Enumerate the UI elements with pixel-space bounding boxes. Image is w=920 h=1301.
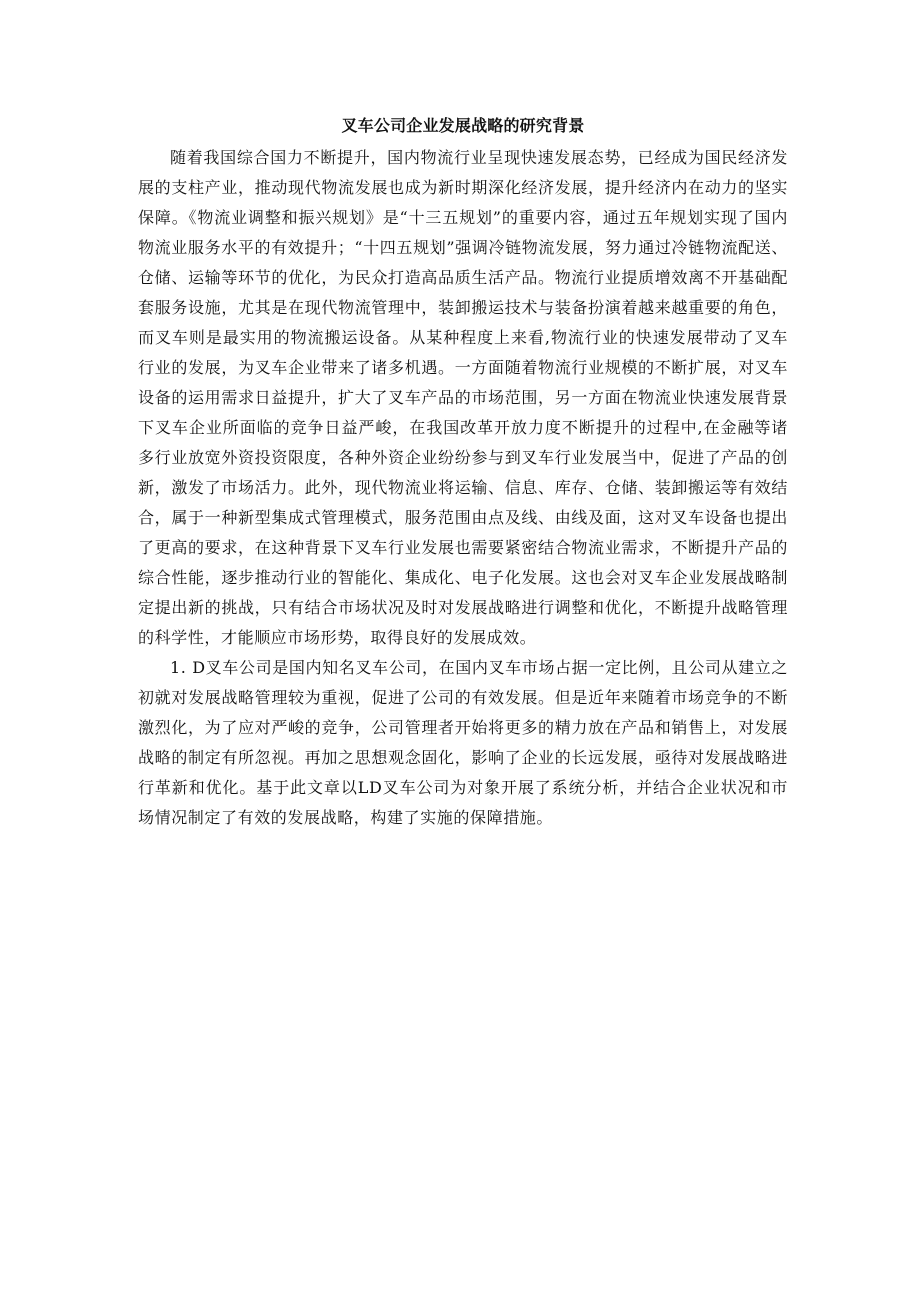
document-title: 叉车公司企业发展战略的研究背景 — [341, 116, 585, 135]
paragraph-research-background: 随着我国综合国力不断提升，国内物流行业呈现快速发展态势，已经成为国民经济发展的支柱产业，推动现代物流发展也成为新时期深化经济发展，提升经济内在动力的坚实保障。《物流业调整和振兴规划》是“十三五规划”的重要内容，通过五年规划实现了国内物流业服务水平的有效提升；“十四五规划”强调冷链物流发展，努力通过冷链物流配送、仓储、运输等环节的优化，为民众打造高品质生活产品。物流行业提质增效离不开基础配套服务设施，尤其是在现代物流管理中，装卸搬运技术与装备扮演着越来越重要的角色，而叉车则是最实用的物流搬运设备。从某种程度上来看,物流行业的快速发展带动了叉车行业的发展，为叉车企业带来了诸多机遇。一方面随着物流行业规模的不断扩展，对叉车设备的运用需求日益提升，扩大了叉车产品的市场范围，另一方面在物流业快速发展背景下叉车企业所面临的竞争日益严峻，在我国改革开放力度不断提升的过程中,在金融等诸多行业放宽外资投资限度，各种外资企业纷纷参与到叉车行业发展当中，促进了产品的创新，激发了市场活力。此外，现代物流业将运输、信息、库存、仓储、装卸搬运等有效结合，属于一种新型集成式管理模式，服务范围由点及线、由线及面，这对叉车设备也提出了更高的要求，在这种背景下叉车行业发展也需要紧密结合物流业需求，不断提升产品的综合性能，逐步推动行业的智能化、集成化、电子化发展。这也会对叉车企业发展战略制定提出新的挑战，只有结合市场状况及时对发展战略进行调整和优化，不断提升战略管理的科学性，才能顺应市场形势，取得良好的发展成效。 — [138, 148, 788, 647]
paragraph-company-overview: 1. D叉车公司是国内知名叉车公司，在国内叉车市场占据一定比例，且公司从建立之初就对发展战略管理较为重视，促进了公司的有效发展。但是近年来随着市场竞争的不断激烈化，为了应对严峻的竞争，公司管理者开始将更多的精力放在产品和销售上，对发展战略的制定有所忽视。再加之思想观念固化，影响了企业的长远发展，亟待对发展战略进行革新和优化。基于此文章以LD叉车公司为对象开展了系统分析，并结合企业状况和市场情况制定了有效的发展战略，构建了实施的保障措施。 — [138, 658, 788, 827]
document-body — [138, 112, 788, 833]
